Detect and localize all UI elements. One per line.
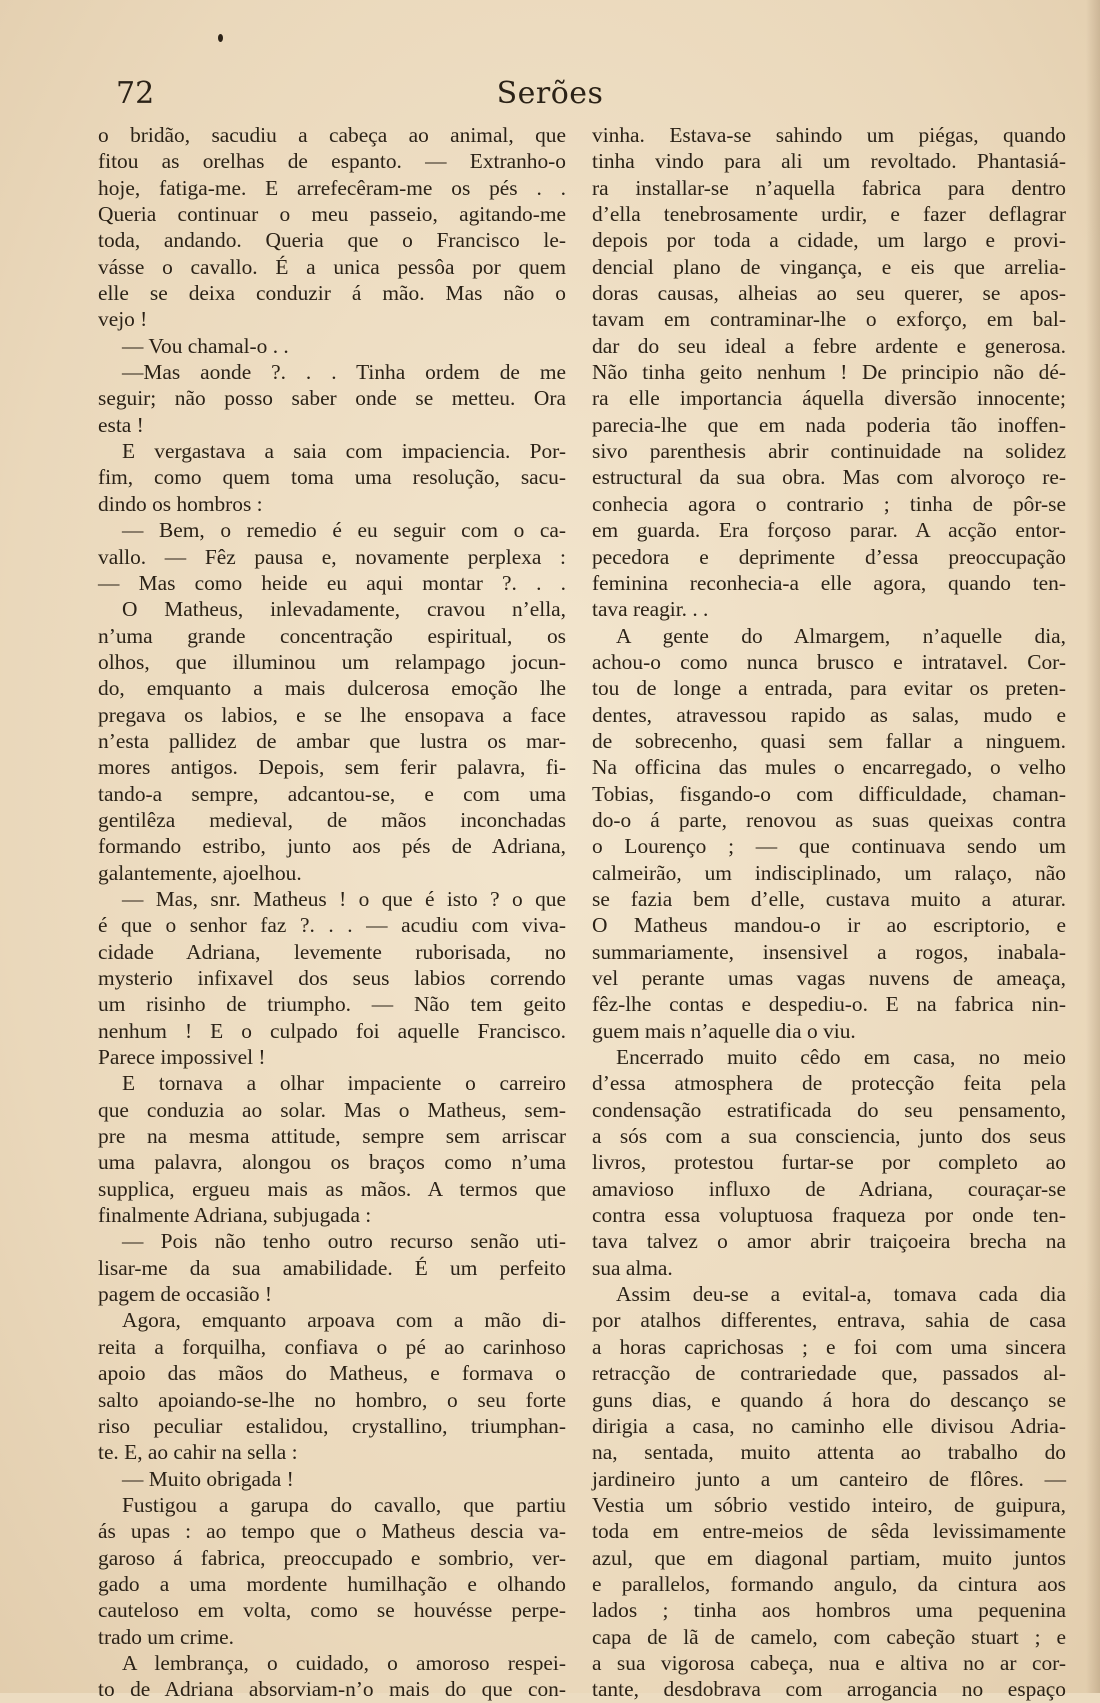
text-line: um risinho de triumpho. — Não tem geito <box>98 992 566 1017</box>
text-line: Fustigou a garupa do cavallo, que partiu <box>122 1492 566 1517</box>
text-line: ra elle importancia áquella diversão innocente; <box>592 386 1066 411</box>
ink-speck <box>218 34 223 42</box>
text-line: cidade Adriana, levemente ruborisada, no <box>98 939 566 964</box>
text-line: seguir; não posso saber onde se metteu. Ora <box>98 386 566 411</box>
text-line: feminina reconhecia-a elle agora, quando ten- <box>592 570 1066 595</box>
text-line: to de Adriana absorviam-n’o mais do que con- <box>98 1677 566 1702</box>
text-line: que conduzia ao solar. Mas o Matheus, sem- <box>98 1097 566 1122</box>
text-line: vallo. — Fêz pausa e, novamente perplexa : <box>98 544 566 569</box>
text-line: A gente do Almargem, n’aquelle dia, <box>616 623 1066 648</box>
text-line: te. E, ao cahir na sella : <box>98 1440 298 1465</box>
text-line: capa de lã de camelo, com cabeção stuart ; e <box>592 1624 1066 1649</box>
text-line: depois por toda a cidade, um largo e provi- <box>592 228 1066 253</box>
text-line: azul, que em diagonal partiam, muito juntos <box>592 1545 1066 1570</box>
text-line: dencial plano de vingança, e eis que arrelia- <box>592 254 1066 279</box>
text-line: O Matheus, inlevadamente, cravou n’ella, <box>122 597 566 622</box>
page-header <box>0 76 1100 116</box>
text-line: pagem de occasião ! <box>98 1282 273 1307</box>
text-line: fim, como quem toma uma resolução, sacu- <box>98 465 566 490</box>
text-line: cauteloso em volta, como se houvésse perpe- <box>98 1598 566 1623</box>
text-line: de sobrecenho, quasi sem fallar a ninguem. <box>592 728 1066 753</box>
text-line: tou de longe a entrada, para evitar os preten- <box>592 676 1066 701</box>
text-line: amavioso influxo de Adriana, couraçar-se <box>592 1176 1066 1201</box>
text-line: tinha vindo para ali um revoltado. Phantasiá- <box>592 149 1066 174</box>
text-line: — Mas como heide eu aqui montar ?. . . <box>98 570 566 595</box>
text-line: — Bem, o remedio é eu seguir com o ca- <box>122 518 566 543</box>
text-line: dentes, atravessou rapido as salas, mudo e <box>592 702 1066 727</box>
page-number: 72 <box>116 76 155 111</box>
text-line: a horas caprichosas ; e foi com uma sincera <box>592 1334 1066 1359</box>
text-line: tante, desdobrava com arrogancia no espaço <box>592 1677 1066 1702</box>
text-line: tavam em contraminar-lhe o exforço, em bal- <box>592 307 1066 332</box>
text-line: vel perante umas vagas nuvens de ameaça, <box>592 966 1066 990</box>
text-line: o bridão, sacudiu a cabeça ao animal, que <box>98 123 566 147</box>
text-line: apoio das mãos do Matheus, e formava o <box>98 1361 566 1386</box>
text-line: — Vou chamal-o . . <box>122 333 289 358</box>
text-line: galantemente, ajoelhou. <box>98 860 302 885</box>
text-line: fitou as orelhas de espanto. — Extranho-o <box>98 149 566 174</box>
text-line: dar do seu ideal a febre ardente e generosa. <box>592 333 1066 358</box>
text-line: toda em entre-meios de sêda levissimamente <box>592 1519 1066 1544</box>
text-line: calmeirão, um indisciplinado, um ralaço, não <box>592 860 1066 885</box>
text-line: lados ; tinha aos hombros uma pequenina <box>592 1598 1066 1623</box>
text-line: retracção de contrariedade que, passados al- <box>592 1361 1066 1386</box>
text-line: gado a uma mordente humilhação e olhando <box>98 1571 566 1596</box>
text-line: a sua vigorosa cabeça, nua e altiva no ar cor- <box>592 1650 1066 1675</box>
text-line: do, emquanto a mais dulcerosa emoção lhe <box>98 676 566 701</box>
page-edge-shadow <box>1086 0 1100 1693</box>
text-line: supplica, ergueu mais as mãos. A termos que <box>98 1176 566 1201</box>
text-line: por atalhos differentes, entrava, sahia de casa <box>592 1308 1066 1333</box>
text-line: Vestia um sóbrio vestido inteiro, de guipura, <box>592 1492 1066 1517</box>
text-line: summariamente, insensivel a rogos, inabala- <box>592 939 1066 964</box>
text-line: garoso á fabrica, preoccupado e sombrio, ver- <box>98 1545 566 1570</box>
text-line: Agora, emquanto arpoava com a mão di- <box>122 1308 566 1333</box>
text-line: elle se deixa conduzir á mão. Mas não o <box>98 281 566 306</box>
text-line: ás upas : ao tempo que o Matheus descia va- <box>98 1519 566 1544</box>
text-line: nenhum ! E o culpado foi aquelle Francisco. <box>98 1018 566 1043</box>
text-line: Na officina das mules o encarregado, o velho <box>592 755 1066 780</box>
text-line: finalmente Adriana, subjugada : <box>98 1203 372 1228</box>
text-line: sua alma. <box>592 1255 673 1280</box>
text-line: olhos, que illuminou um relampago jocun- <box>98 649 566 674</box>
text-line: conhecia agora o contrario ; tinha de pôr-se <box>592 491 1066 516</box>
text-line: condensação estratificada do seu pensamento, <box>592 1097 1066 1122</box>
text-line: O Matheus mandou-o ir ao escriptorio, e <box>592 913 1066 938</box>
text-line: mores antigos. Depois, sem ferir palavra, fi- <box>98 755 566 780</box>
text-line: n’uma grande concentração espiritual, os <box>98 623 566 648</box>
text-line: mysterio infixavel dos seus labios correndo <box>98 966 566 990</box>
text-line: A lembrança, o cuidado, o amoroso respei- <box>122 1650 566 1675</box>
text-line: Não tinha geito nenhum ! De principio não dé- <box>592 360 1066 385</box>
text-line: reita a forquilha, confiava o pé ao carinhoso <box>98 1334 566 1359</box>
text-line: riso peculiar estalidou, crystallino, triumphan- <box>98 1413 566 1438</box>
text-line: Queria continuar o meu passeio, agitando-me <box>98 202 566 227</box>
text-line: em guarda. Era forçoso parar. A acção entor- <box>592 518 1066 543</box>
text-line: pecedora e deprimente d’essa preoccupação <box>592 544 1066 569</box>
text-line: uma palavra, alongou os braços como n’uma <box>98 1150 566 1175</box>
text-line: vejo ! <box>98 307 148 332</box>
text-line: — Mas, snr. Matheus ! o que é isto ? o que <box>122 886 566 911</box>
text-line: estructural da sua obra. Mas com alvoroço re- <box>592 465 1066 490</box>
text-line: — Pois não tenho outro recurso senão uti- <box>122 1229 566 1254</box>
text-line: jardineiro junto a um canteiro de flôres. — <box>592 1466 1066 1491</box>
text-line: achou-o como nunca brusco e intratavel. Cor- <box>592 649 1066 674</box>
text-line: —Mas aonde ?. . . Tinha ordem de me <box>122 360 566 385</box>
text-line: hoje, fatiga-me. E arrefecêram-me os pés . . <box>98 175 566 200</box>
text-line: Encerrado muito cêdo em casa, no meio <box>616 1045 1066 1070</box>
text-line: n’esta pallidez de ambar que lustra os mar- <box>98 728 566 753</box>
text-line: o Lourenço ; — que continuava sendo um <box>592 834 1066 859</box>
text-line: dindo os hombros : <box>98 491 263 516</box>
running-title: Serões <box>496 76 604 111</box>
text-line: gentilêza medieval, de mãos inconchadas <box>98 807 566 832</box>
text-line: E vergastava a saia com impaciencia. Por- <box>122 439 566 464</box>
text-line: contra essa voluptuosa fraqueza por onde ten- <box>592 1203 1066 1228</box>
text-line: d’essa atmosphera de protecção feita pela <box>592 1071 1066 1096</box>
text-line: ra installar-se n’aquella fabrica para dentro <box>592 175 1066 200</box>
text-line: do-o á parte, renovou as suas queixas contra <box>592 807 1066 832</box>
text-column-right <box>592 122 1066 1703</box>
text-line: vásse o cavallo. É a unica pessôa por quem <box>98 254 566 279</box>
text-line: na, sentada, muito attenta ao trabalho do <box>592 1440 1066 1465</box>
text-line: a sós com a sua consciencia, junto dos seus <box>592 1124 1066 1149</box>
text-line: livros, protestou furtar-se por completo ao <box>592 1150 1066 1175</box>
text-line: d’ella tenebrosamente urdir, e fazer deflagrar <box>592 202 1066 227</box>
text-line: dirigia a casa, no caminho elle divisou Adria- <box>592 1413 1066 1438</box>
text-column-left <box>98 122 566 1703</box>
text-line: pregava os labios, e se lhe ensopava a face <box>98 702 566 727</box>
text-line: Assim deu-se a evital-a, tomava cada dia <box>616 1282 1066 1307</box>
text-line: trado um crime. <box>98 1624 235 1649</box>
text-line: E tornava a olhar impaciente o carreiro <box>122 1071 566 1096</box>
text-line: sivo parenthesis abrir continuidade na solidez <box>592 439 1066 464</box>
text-line: doras causas, alheias ao seu querer, se apos- <box>592 281 1066 306</box>
text-line: e parallelos, formando angulo, da cintura aos <box>592 1571 1066 1596</box>
text-line: — Muito obrigada ! <box>122 1466 294 1491</box>
text-line: é que o senhor faz ?. . . — acudiu com viva- <box>98 913 566 938</box>
text-line: fêz-lhe contas e despediu-o. E na fabrica nin- <box>592 992 1066 1017</box>
text-line: toda, andando. Queria que o Francisco le- <box>98 228 566 253</box>
text-line: formando estribo, junto aos pés de Adriana, <box>98 834 566 859</box>
text-line: guns dias, e quando á hora do descanço se <box>592 1387 1066 1412</box>
text-line: Parece impossivel ! <box>98 1045 266 1070</box>
text-line: vinha. Estava-se sahindo um piégas, quando <box>592 123 1066 147</box>
text-line: parecia-lhe que em nada poderia tão inoffen- <box>592 412 1066 437</box>
text-line: Tobias, fisgando-o com difficuldade, chaman- <box>592 781 1066 806</box>
text-line: tava reagir. . . <box>592 597 709 622</box>
text-line: tava talvez o amor abrir traiçoeira brecha na <box>592 1229 1066 1254</box>
text-line: salto apoiando-se-lhe no hombro, o seu forte <box>98 1387 566 1412</box>
text-line: lisar-me da sua amabilidade. É um perfeito <box>98 1255 566 1280</box>
text-line: pre na mesma attitude, sempre sem arriscar <box>98 1124 566 1149</box>
text-line: guem mais n’aquelle dia o viu. <box>592 1018 856 1043</box>
text-line: se fazia bem d’elle, custava muito a aturar. <box>592 886 1066 911</box>
text-line: esta ! <box>98 412 144 437</box>
text-line: tando-a sempre, adcantou-se, e com uma <box>98 781 566 806</box>
